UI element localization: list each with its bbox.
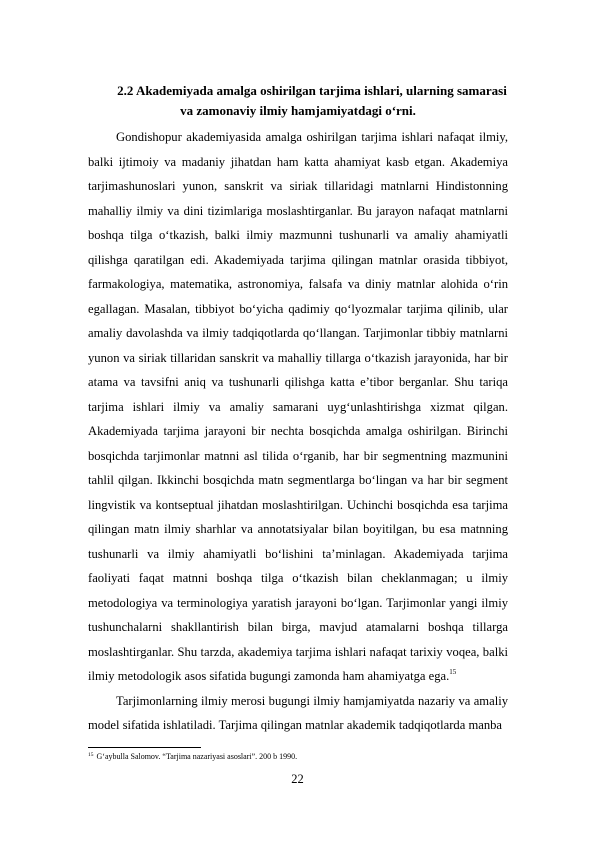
footnote-text: G‘aybulla Salomov. “Tarjima nazariyasi asoslari”. 200 b 1990. xyxy=(96,752,298,761)
footnote xyxy=(88,751,508,762)
paragraph-1 xyxy=(88,125,508,689)
footnote-number: 15 xyxy=(88,752,94,758)
body-text xyxy=(88,125,508,738)
paragraph-1-text: Gondishopur akademiyasida amalga oshirilgan tarjima ishlari nafaqat ilmiy, balki ijtimoiy va madaniy jihatdan ham katta ahamiyat kasb etgan. Akademiya tarjimashunoslari yunon, sanskrit va siriak tillaridagi matnlarni Hindistonning mahalliy ilmiy va dini tizimlariga moslashtirganlar. Bu jarayon nafaqat matnlarni boshqa tilga o‘tkazish, balki ilmiy mazmunni tushunarli va amaliy ahamiyatli qilishga qaratilgan edi. Akademiyada tarjima qilingan matnlar orasida tibbiyot, farmakologiya, matematika, astronomiya, falsafa va diniy matnlar alohida o‘rin egallagan. Masalan, tibbiyot bo‘yicha qadimiy qo‘lyozmalar tarjima qilinib, ular amaliy davolashda va ilmiy tadqiqotlarda qo‘llangan. Tarjimonlar tibbiy matnlarni yunon va siriak tillaridan sanskrit va mahalliy tillarga o‘tkazish jarayonida, har bir atama va tavsifni aniq va tushunarli qilishga katta e’tibor berganlar. Shu tariqa tarjima ishlari ilmiy va amaliy samarani uyg‘unlashtirishga xizmat qilgan. Akademiyada tarjima jarayoni bir nechta bosqichda amalga oshirilgan. Birinchi bosqichda tarjimonlar matnni asl tilida o‘rganib, har bir segmentning mazmunini tahlil qilgan. Ikkinchi bosqichda matn segmentlarga bo‘lingan va har bir segment lingvistik va kontseptual jihatdan moslashtirilgan. Uchinchi bosqichda esa tarjima qilingan matn ilmiy sharhlar va annotatsiyalar bilan boyitilgan, bu esa matnning tushunarli va ilmiy ahamiyatli bo‘lishini ta’minlagan. Akademiyada tarjima faoliyati faqat matnni boshqa tilga o‘tkazish bilan cheklanmagan; u ilmiy metodologiya va terminologiya yaratish jarayoni bo‘lgan. Tarjimonlar yangi ilmiy tushunchalarni shakllantirish bilan birga, mavjud atamalarni boshqa tillarga moslashtirganlar. Shu tarzda, akademiya tarjima ishlari nafaqat tarixiy voqea, balki ilmiy metodologik asos sifatida bugungi zamonda ham ahamiyatga ega. xyxy=(88,130,508,683)
footnote-separator xyxy=(88,747,201,748)
page-number: 22 xyxy=(291,772,304,786)
section-heading: 2.2 Akademiyada amalga oshirilgan tarjima ishlari, ularning samarasi va zamonaviy ilmiy hamjamiyatdagi o‘rni. xyxy=(117,83,507,118)
paragraph-2 xyxy=(88,689,508,738)
footnote-reference[interactable]: 15 xyxy=(449,668,457,676)
paragraph-2-text: Tarjimonlarning ilmiy merosi bugungi ilmiy hamjamiyatda nazariy va amaliy model sifatida ishlatiladi. Tarjima qilingan matnlar akademik tadqiqotlarda manba xyxy=(88,693,508,732)
